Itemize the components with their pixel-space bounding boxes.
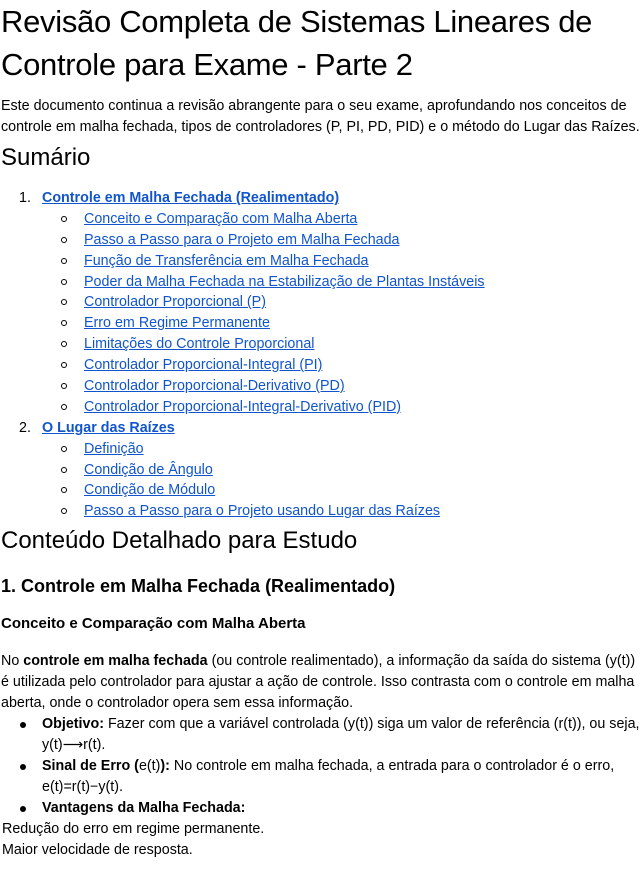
toc-link-lugar-raizes[interactable]: O Lugar das Raízes: [42, 419, 175, 436]
toc-link[interactable]: Controlador Proporcional-Integral-Derivativo (PID): [84, 398, 402, 415]
para-text: No: [1, 653, 24, 670]
hollow-bullet-icon: [61, 362, 67, 368]
toc-link[interactable]: Controlador Proporcional-Integral (PI): [84, 357, 323, 374]
subsection-heading: Conceito e Comparação com Malha Aberta: [1, 615, 306, 633]
vantagem-text: Maior velocidade de resposta.: [2, 842, 193, 859]
toc-link[interactable]: Conceito e Comparação com Malha Aberta: [84, 210, 358, 227]
toc-link-malha-fechada[interactable]: Controle em Malha Fechada (Realimentado): [42, 190, 340, 206]
intro-paragraph: Este documento continua a revisão abrangente para o seu exame, aprofundando nos conceitos de controle em malha fechada, tipos de controladores (P, PI, PD, PID) e o método do Lugar das Raízes.: [1, 98, 640, 135]
bullet-icon: [20, 722, 26, 728]
hollow-bullet-icon: [61, 404, 67, 410]
bullet-label: ):: [160, 758, 170, 775]
bullet-list: [1, 714, 643, 861]
toc-link[interactable]: Definição: [84, 440, 144, 457]
bullet-label-math: e(t): [138, 758, 161, 775]
bullet-text: No controle em malha fechada, a entrada para o controlador é o erro, e(t)=r(t)−y(t).: [42, 758, 615, 796]
bullet-label: Vantagens da Malha Fechada:: [42, 800, 246, 817]
toc-link[interactable]: Função de Transferência em Malha Fechada: [84, 252, 369, 269]
toc-item-1: [1, 188, 643, 418]
table-of-contents: [1, 188, 643, 522]
bullet-icon: [20, 764, 26, 770]
hollow-bullet-icon: [61, 216, 67, 222]
body-paragraph: [1, 651, 643, 714]
vantagem-text: Redução do erro em regime permanente.: [2, 821, 265, 838]
detail-heading: Conteúdo Detalhado para Estudo: [1, 527, 358, 555]
hollow-bullet-icon: [61, 320, 67, 326]
toc-number: 2.: [19, 419, 31, 436]
vantagem-item: [0, 819, 643, 840]
toc-subitem: [42, 334, 643, 355]
vantagens-sublist: [1, 819, 643, 861]
hollow-bullet-icon: [61, 508, 67, 514]
vantagem-item: [0, 840, 643, 861]
toc-link[interactable]: Controlador Proporcional (P): [84, 294, 266, 311]
hollow-bullet-icon: [61, 446, 67, 452]
section-1-heading: 1. Controle em Malha Fechada (Realimentado): [1, 576, 396, 597]
bullet-vantagens: [1, 798, 643, 861]
summary-heading: Sumário: [1, 144, 91, 171]
hollow-bullet-icon: [61, 299, 67, 305]
hollow-bullet-icon: [61, 487, 67, 493]
toc-subitem: [42, 313, 643, 334]
hollow-bullet-icon: [61, 467, 67, 473]
toc-subitem: [42, 439, 643, 460]
toc-link[interactable]: Condição de Módulo: [84, 482, 216, 499]
toc-sublist: [42, 209, 643, 418]
toc-link[interactable]: Poder da Malha Fechada na Estabilização de Plantas Instáveis: [84, 273, 485, 290]
bullet-label: Objetivo:: [42, 716, 104, 733]
toc-link[interactable]: Controlador Proporcional-Derivativo (PD): [84, 378, 345, 395]
para-text: (ou controle realimentado), a informação da saída do sistema (y(t)) é utilizada pelo controlador para ajustar a ação de controle. Isso contrasta com o controle em malha aberta, onde o controlador opera sem essa informação.: [1, 653, 636, 712]
toc-subitem: [42, 376, 643, 397]
toc-link[interactable]: Passo a Passo para o Projeto usando Lugar das Raízes: [84, 503, 441, 520]
bullet-erro: [1, 756, 643, 798]
toc-link[interactable]: Limitações do Controle Proporcional: [84, 336, 315, 353]
toc-subitem: [42, 272, 643, 293]
toc-subitem: [42, 292, 643, 313]
toc-number: 1.: [19, 190, 31, 206]
toc-item-2: [1, 418, 643, 522]
toc-subitem: [42, 480, 643, 501]
toc-sublist: [42, 439, 643, 523]
hollow-bullet-icon: [61, 279, 67, 285]
bullet-text: Fazer com que a variável controlada (y(t)) siga um valor de referência (r(t)), ou seja, y(t)⟶r(t).: [42, 716, 640, 754]
toc-subitem: [42, 230, 643, 251]
toc-link[interactable]: Passo a Passo para o Projeto em Malha Fechada: [84, 231, 400, 248]
toc-subitem: [42, 251, 643, 272]
hollow-bullet-icon: [61, 237, 67, 243]
toc-link[interactable]: Erro em Regime Permanente: [84, 315, 270, 332]
bullet-objetivo: [1, 714, 643, 756]
bullet-label: Sinal de Erro (: [42, 758, 139, 775]
toc-link[interactable]: Condição de Ângulo: [84, 461, 213, 478]
bullet-icon: [20, 806, 26, 812]
toc-subitem: [42, 397, 643, 418]
hollow-bullet-icon: [61, 258, 67, 264]
toc-subitem: [42, 501, 643, 522]
toc-subitem: [42, 355, 643, 376]
hollow-bullet-icon: [61, 383, 67, 389]
toc-subitem: [42, 209, 643, 230]
para-bold: controle em malha fechada: [23, 653, 208, 670]
hollow-bullet-icon: [61, 341, 67, 347]
toc-subitem: [42, 460, 643, 481]
document-title: Revisão Completa de Sistemas Lineares de Controle para Exame - Parte 2: [1, 4, 593, 82]
